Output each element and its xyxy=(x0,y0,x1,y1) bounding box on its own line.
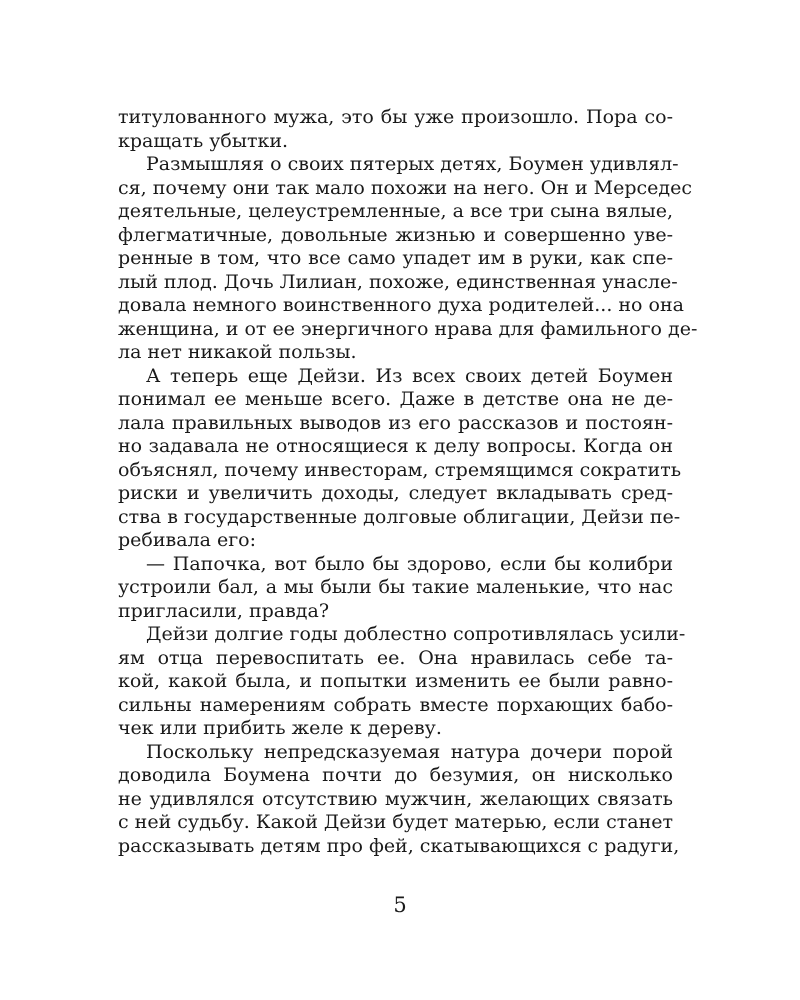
text-line: не удивлялся отсутствию мужчин, желающих связать xyxy=(118,787,673,810)
text-line: ла нет никакой пользы. xyxy=(118,341,357,363)
text-line: понимал ее меньше всего. Даже в детстве она не де- xyxy=(118,388,673,410)
text-line: доводила Боумена почти до безумия, он нисколько xyxy=(118,764,673,786)
text-line: объяснял, почему инвесторам, стремящимся сократить xyxy=(118,458,682,481)
text-line: чек или прибить желе к дереву. xyxy=(118,717,442,739)
text-line: довала немного воинственного духа родителей... но она xyxy=(118,294,684,316)
text-line: пригласили, правда? xyxy=(118,599,330,622)
text-line: — Папочка, вот было бы здорово, если бы колибри xyxy=(146,552,673,575)
text-line: женщина, и от ее энергичного нрава для фамильного де- xyxy=(118,317,698,340)
text-line: деятельные, целеустремленные, а все три сына вялые, xyxy=(118,200,673,222)
text-line: лала правильных выводов из его рассказов и постоян- xyxy=(118,411,673,434)
text-line: ства в государственные долговые облигации, Дейзи пе- xyxy=(118,505,681,528)
text-line: но задавала не относящиеся к делу вопросы. Когда он xyxy=(118,435,673,457)
text-line: сильны намерениям собрать вместе порхающих бабо- xyxy=(118,693,673,716)
text-line: с ней судьбу. Какой Дейзи будет матерью, если станет xyxy=(118,811,673,833)
text-line: А теперь еще Дейзи. Из всех своих детей Боумен xyxy=(146,364,673,387)
text-line: ям отца перевоспитать ее. Она нравилась себе та- xyxy=(118,646,673,669)
text-line: титулованного мужа, это бы уже произошло. Пора со- xyxy=(118,106,673,128)
text-line: риски и увеличить доходы, следует вкладывать сред- xyxy=(118,482,673,504)
text-line: кращать убытки. xyxy=(118,129,289,152)
text-line: ребивала его: xyxy=(118,529,257,551)
text-line: кой, какой была, и попытки изменить ее были равно- xyxy=(118,670,673,692)
page-number: 5 xyxy=(393,893,407,917)
text-line: Размышляя о своих пятерых детях, Боумен удивлял- xyxy=(146,153,679,175)
text-line: устроили бал, а мы были бы такие маленькие, что нас xyxy=(118,576,673,598)
text-line: Поскольку непредсказуемая натура дочери порой xyxy=(146,740,673,763)
text-line: Дейзи долгие годы доблестно сопротивлялась усили- xyxy=(146,623,686,645)
text-line: рассказывать детям про фей, скатывающихся с радуги, xyxy=(118,834,680,857)
text-line: ренные в том, что все само упадет им в руки, как спе- xyxy=(118,247,673,269)
text-line: ся, почему они так мало похожи на него. Он и Мерседес xyxy=(118,176,692,199)
body-text xyxy=(118,106,698,858)
text-line: флегматичные, довольные жизнью и совершенно уве- xyxy=(118,223,673,246)
text-line: лый плод. Дочь Лилиан, похоже, единственная унасле- xyxy=(118,270,678,293)
